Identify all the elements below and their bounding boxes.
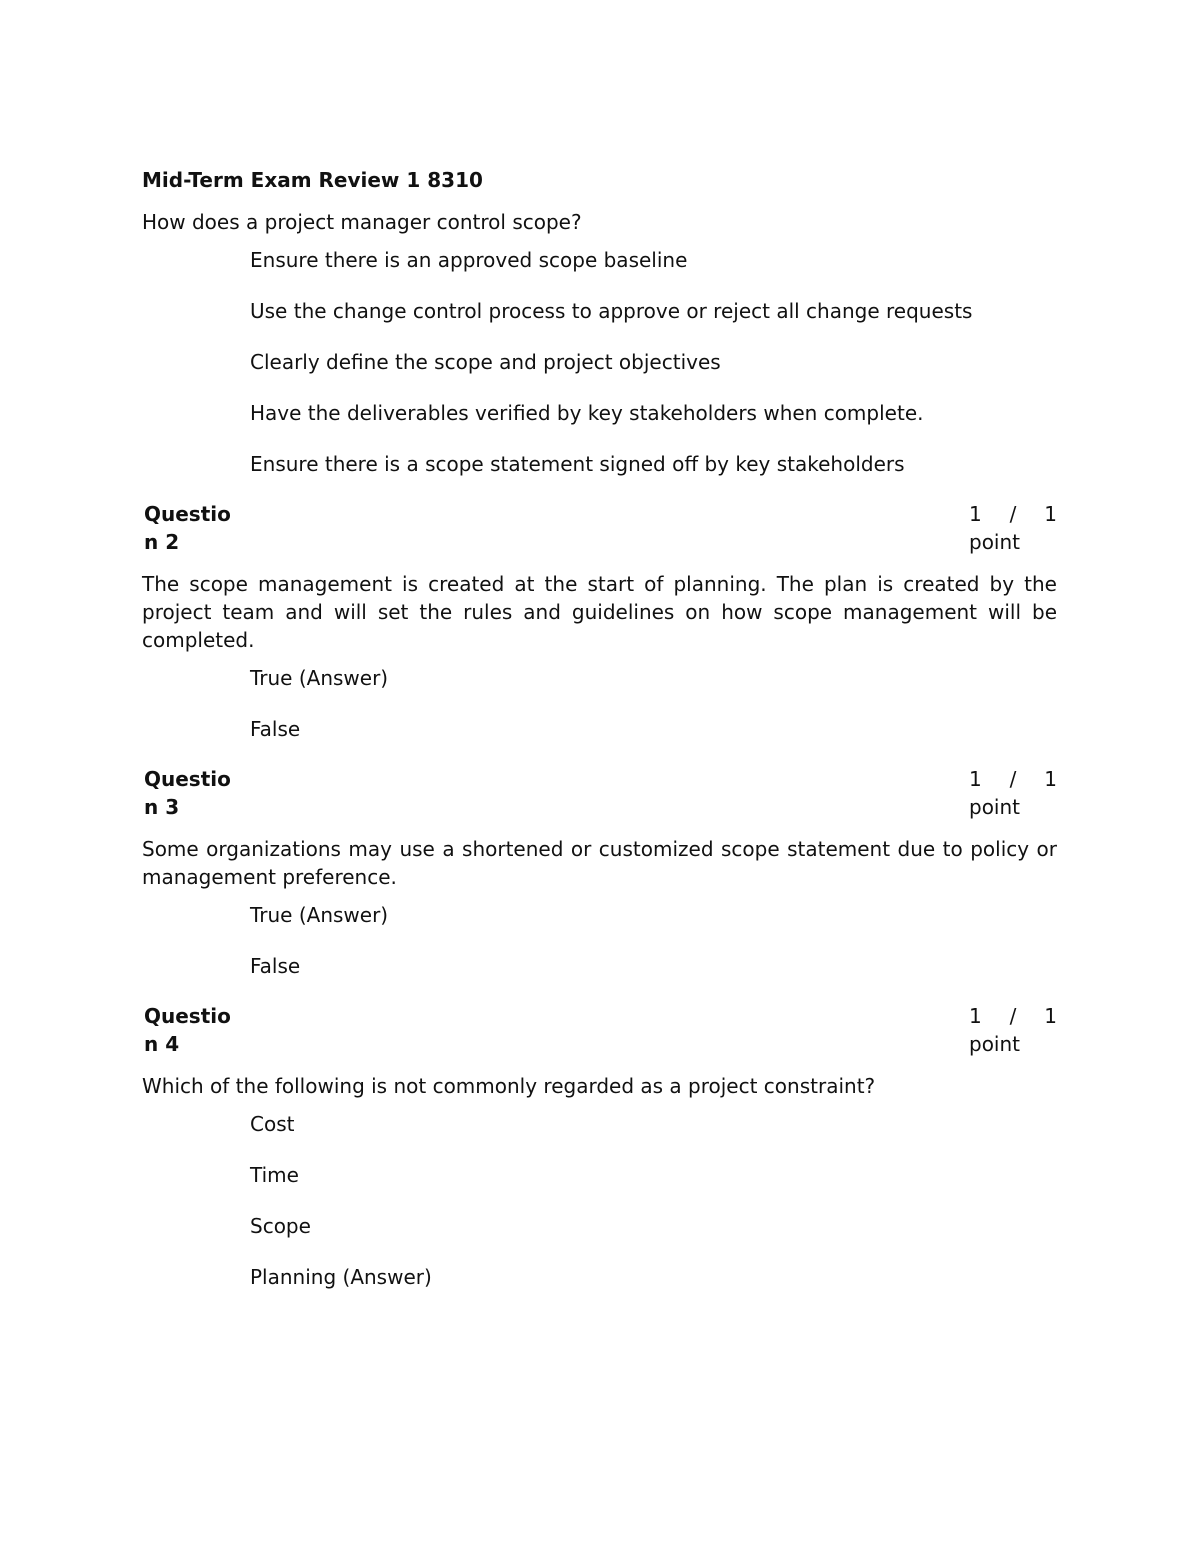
- question-score: [969, 765, 1057, 821]
- question-label: Question 2: [144, 502, 231, 554]
- answer-option[interactable]: Time: [250, 1163, 299, 1187]
- answer-option[interactable]: Planning (Answer): [250, 1265, 432, 1289]
- answer-option[interactable]: Ensure there is a scope statement signed off by key stakeholders: [250, 452, 905, 476]
- question-text: Some organizations may use a shortened or customized scope statement due to policy or management preference.: [142, 837, 1057, 889]
- document-page: [142, 166, 1057, 1291]
- score-value: 1 / 1: [969, 502, 1057, 526]
- answer-option[interactable]: False: [250, 717, 301, 741]
- answer-options: [142, 246, 1057, 478]
- answer-option[interactable]: True (Answer): [250, 903, 389, 927]
- answer-option[interactable]: Scope: [250, 1214, 311, 1238]
- question-text: How does a project manager control scope?: [142, 210, 582, 234]
- question-label: Question 3: [144, 767, 231, 819]
- score-unit: point: [969, 530, 1021, 554]
- answer-option[interactable]: True (Answer): [250, 666, 389, 690]
- question-4: [142, 1002, 1057, 1291]
- answer-option[interactable]: False: [250, 954, 301, 978]
- question-header: [142, 765, 1057, 821]
- question-text: The scope management is created at the start of planning. The plan is created by the project team and will set the rules and guidelines on how scope management will be completed.: [142, 572, 1057, 652]
- answer-options: [142, 1110, 1057, 1291]
- question-label: Question 4: [144, 1004, 231, 1056]
- answer-options: [142, 664, 1057, 743]
- answer-option[interactable]: Use the change control process to approve or reject all change requests: [250, 299, 973, 323]
- answer-option[interactable]: Have the deliverables verified by key stakeholders when complete.: [250, 401, 924, 425]
- score-value: 1 / 1: [969, 767, 1057, 791]
- answer-option[interactable]: Cost: [250, 1112, 295, 1136]
- question-text: Which of the following is not commonly regarded as a project constraint?: [142, 1074, 876, 1098]
- answer-options: [142, 901, 1057, 980]
- question-2: [142, 500, 1057, 743]
- question-score: [969, 500, 1057, 556]
- score-unit: point: [969, 795, 1021, 819]
- document-title: Mid-Term Exam Review 1 8310: [142, 168, 483, 192]
- question-score: [969, 1002, 1057, 1058]
- question-1: [142, 208, 1057, 478]
- question-header: [142, 1002, 1057, 1058]
- answer-option[interactable]: Clearly define the scope and project objectives: [250, 350, 721, 374]
- answer-option[interactable]: Ensure there is an approved scope baseline: [250, 248, 688, 272]
- score-unit: point: [969, 1032, 1021, 1056]
- question-3: [142, 765, 1057, 980]
- score-value: 1 / 1: [969, 1004, 1057, 1028]
- question-header: [142, 500, 1057, 556]
